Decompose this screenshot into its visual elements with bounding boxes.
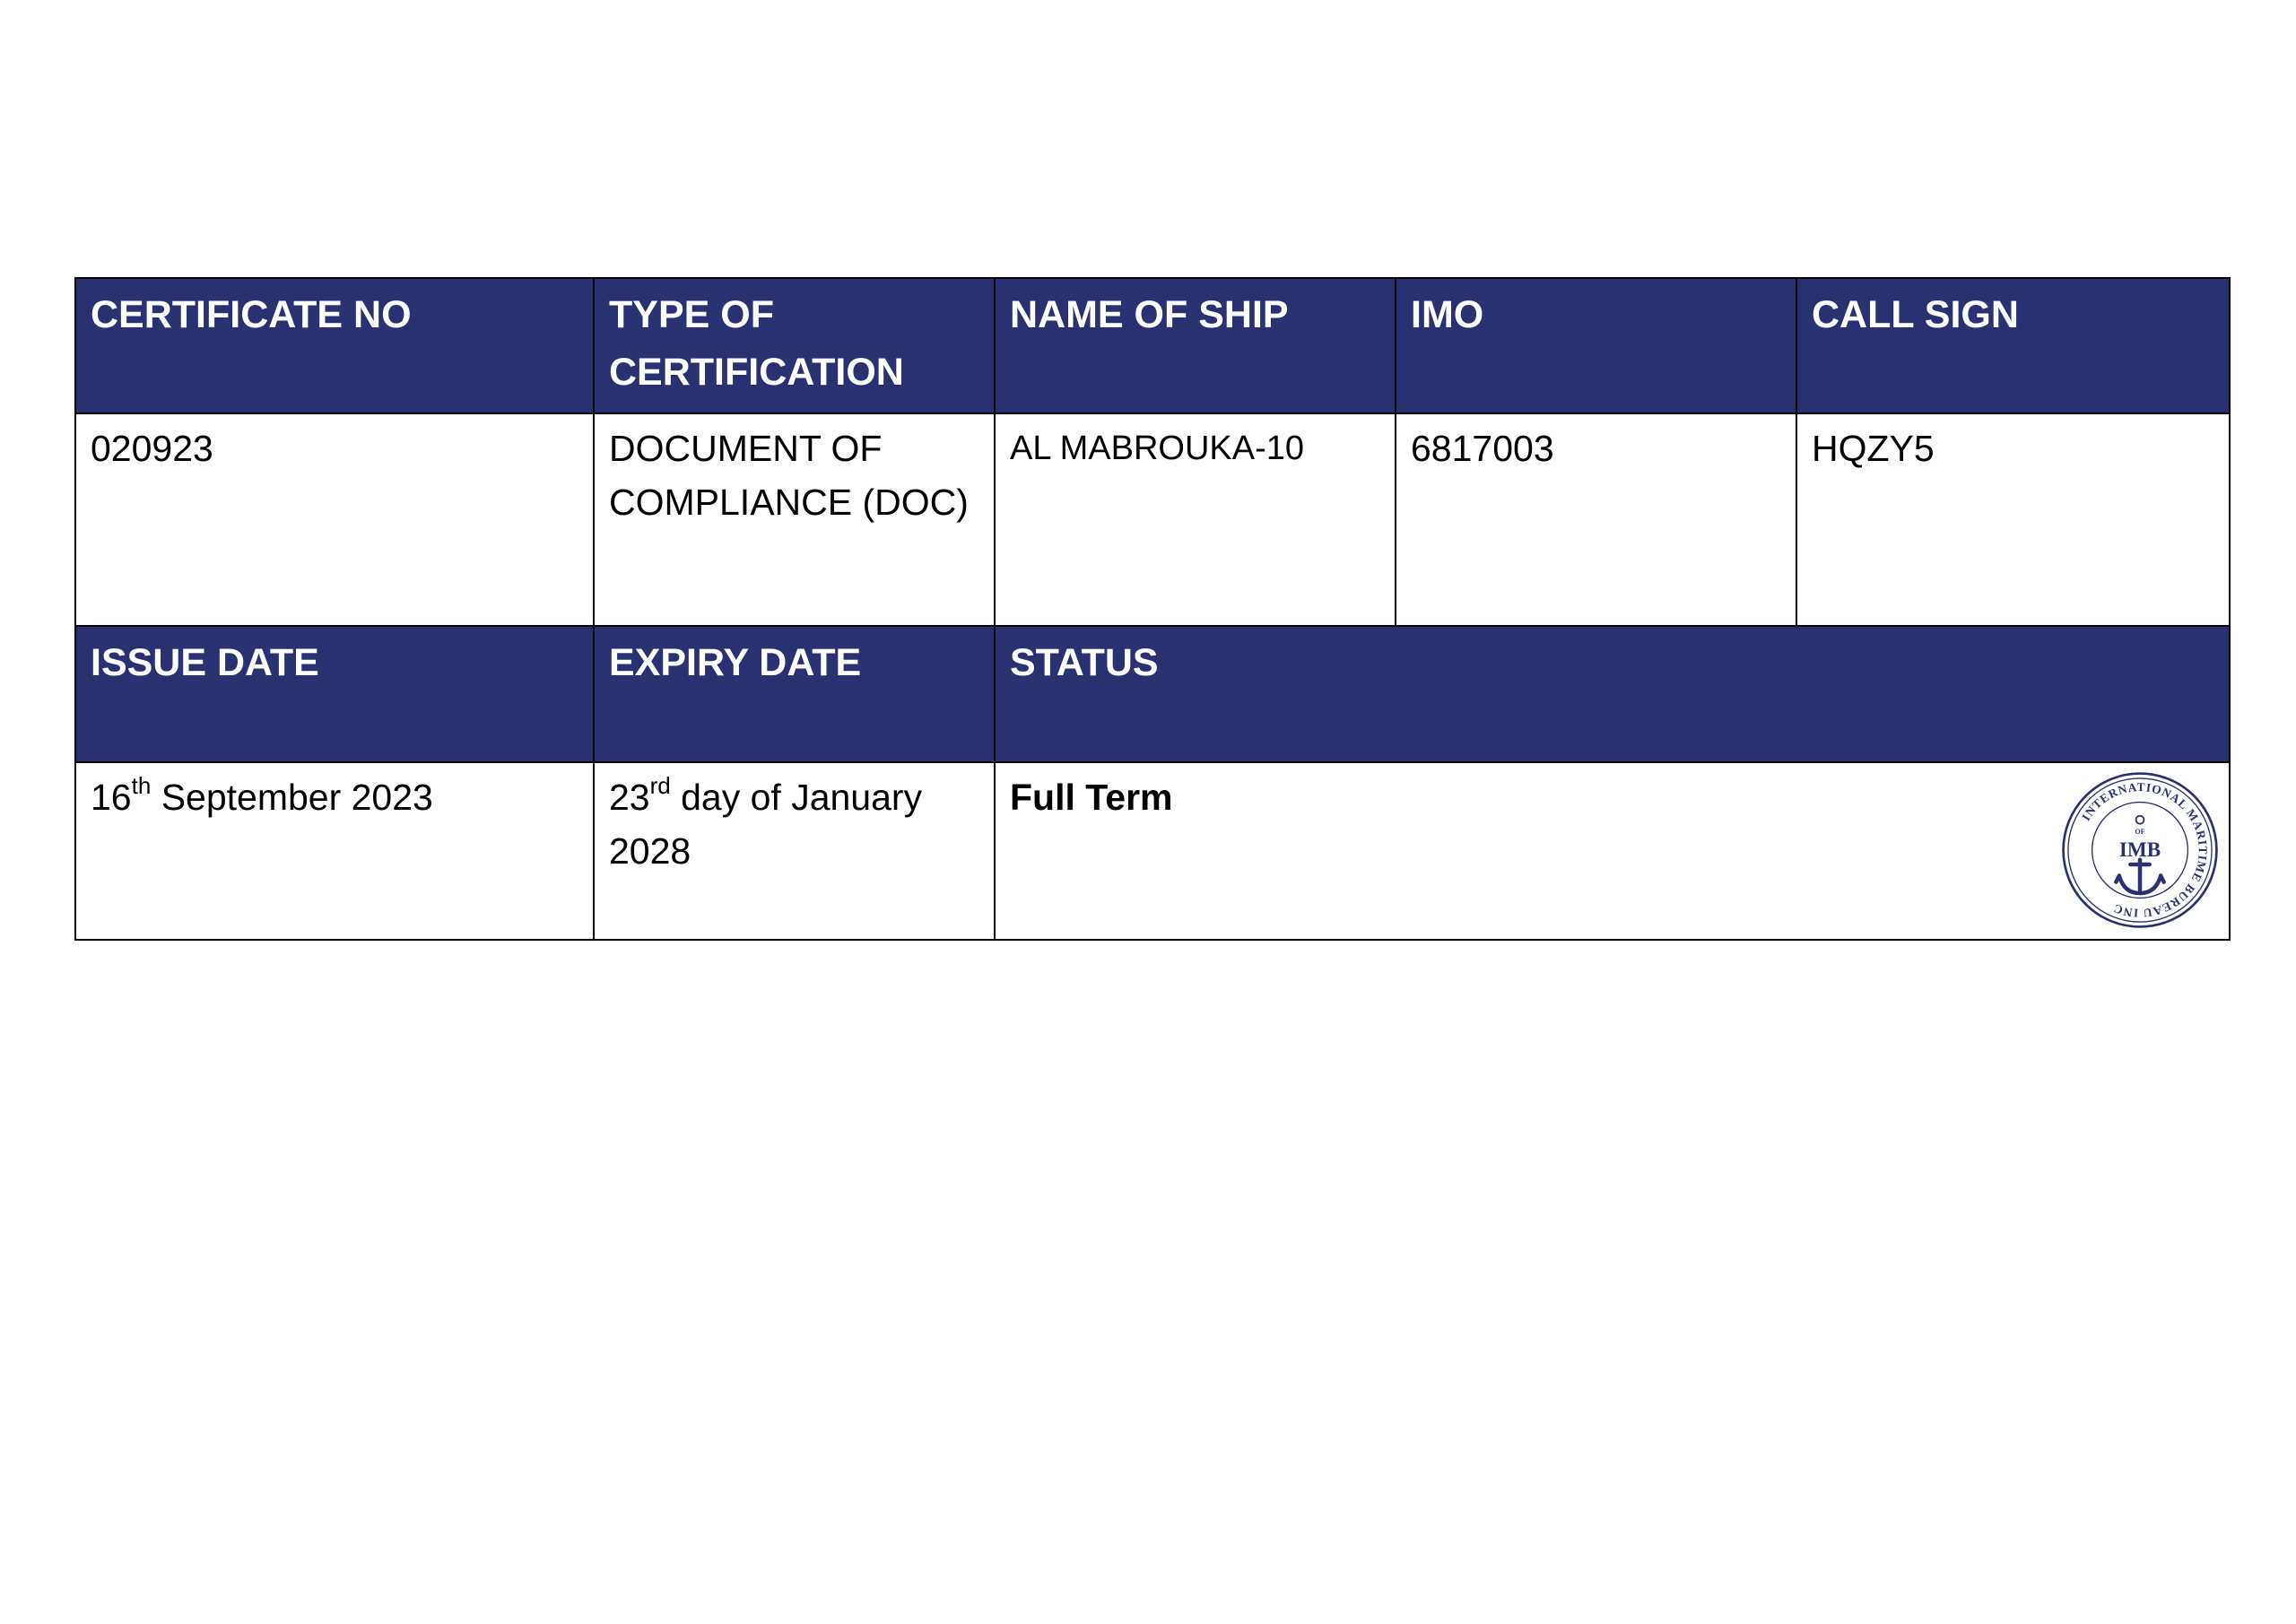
seal-center-text: IMB — [2118, 838, 2161, 863]
values-row-2 — [75, 762, 2230, 940]
expiry-date-rest: day of January 2028 — [609, 777, 923, 872]
header-call-sign: CALL SIGN — [1796, 278, 2230, 413]
header-type-of-certification: TYPE OF CERTIFICATION — [594, 278, 995, 413]
header-certificate-no: CERTIFICATE NO — [75, 278, 594, 413]
anchor-icon — [2116, 860, 2163, 893]
status-value: Full Term — [1010, 777, 1173, 818]
header-name-of-ship: NAME OF SHIP — [995, 278, 1396, 413]
header-imo: IMO — [1396, 278, 1796, 413]
issue-date-value — [75, 762, 594, 940]
header-expiry-date: EXPIRY DATE — [594, 626, 995, 762]
imb-seal-icon — [2060, 770, 2220, 930]
values-row-1 — [75, 413, 2230, 626]
issue-date-day: 16 — [91, 777, 132, 818]
header-row-2 — [75, 626, 2230, 762]
header-status: STATUS — [995, 626, 2230, 762]
expiry-date-suffix: rd — [649, 772, 671, 799]
status-value-cell — [995, 762, 2230, 940]
seal-ring-text: INTERNATIONAL MARITIME BUREAU INC — [2078, 780, 2210, 920]
call-sign-value: HQZY5 — [1796, 413, 2230, 626]
header-issue-date: ISSUE DATE — [75, 626, 594, 762]
imo-value: 6817003 — [1396, 413, 1796, 626]
header-row-1 — [75, 278, 2230, 413]
expiry-date-value — [594, 762, 995, 940]
issue-date-rest: September 2023 — [151, 777, 433, 818]
seal-small-text: OF — [2135, 828, 2145, 837]
expiry-date-day: 23 — [609, 777, 650, 818]
name-of-ship-value: AL MABROUKA-10 — [995, 413, 1396, 626]
certificate-table — [74, 277, 2231, 941]
certificate-no-value: 020923 — [75, 413, 594, 626]
issue-date-suffix: th — [131, 772, 152, 799]
type-of-certification-value: DOCUMENT OF COMPLIANCE (DOC) — [594, 413, 995, 626]
